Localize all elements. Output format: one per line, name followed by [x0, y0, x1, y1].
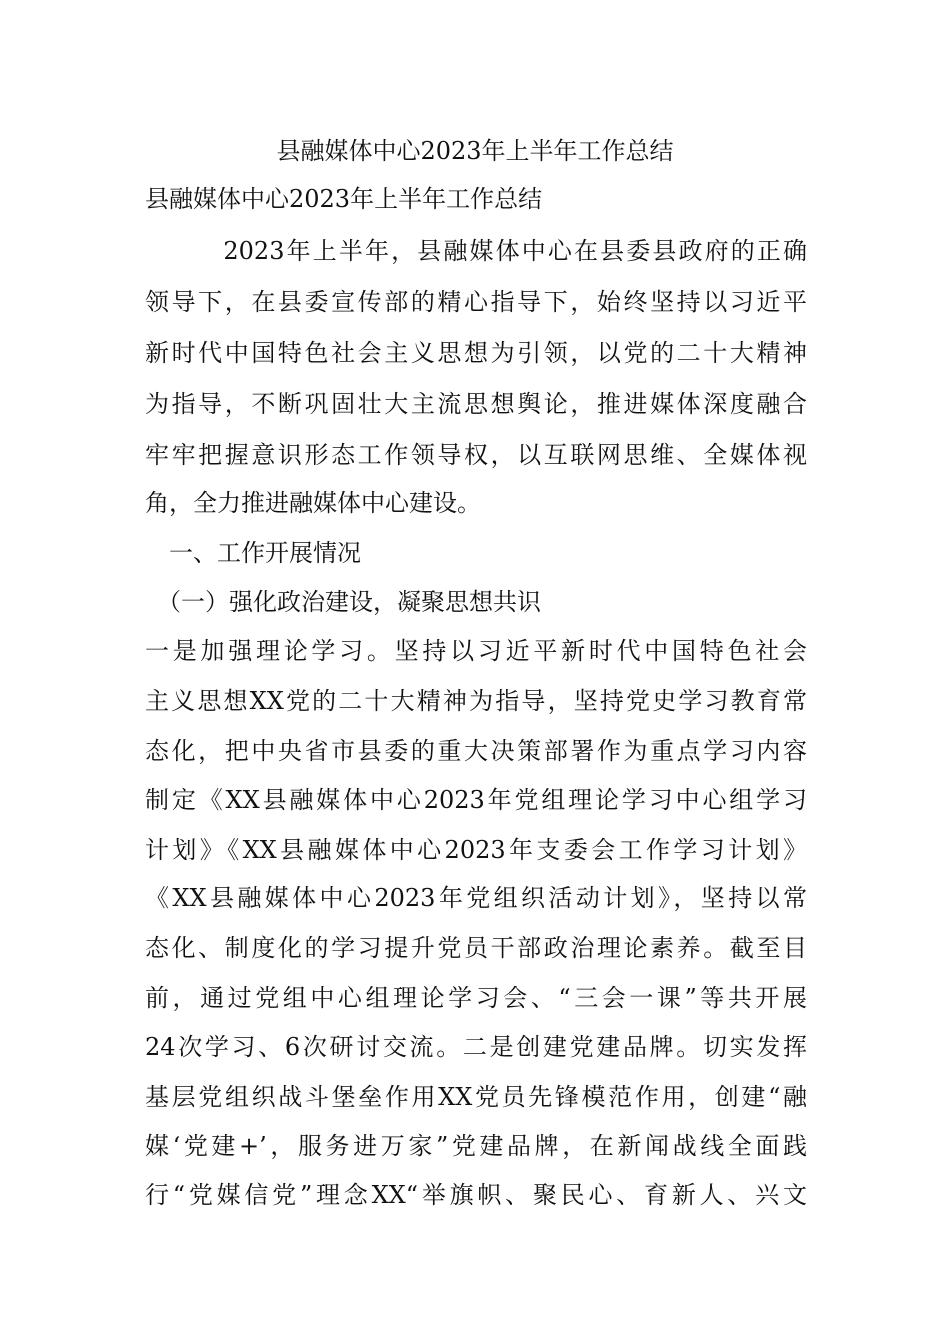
paragraph-line: 行“党媒信党”理念XX“举旗帜、聚民心、育新人、兴文 — [145, 1181, 807, 1209]
paragraph-line: 基层党组织战斗堡垒作用XX党员先锋模范作用，创建“融 — [145, 1083, 807, 1111]
paragraph-line: 制定《XX县融媒体中心2023年党组理论学习中心组学习 — [145, 786, 807, 814]
paragraph-line: 2023年上半年，县融媒体中心在县委县政府的正确 — [145, 237, 807, 265]
paragraph-line: 前，通过党组中心组理论学习会、“三会一课”等共开展 — [145, 984, 807, 1012]
paragraph-line: 主义思想XX党的二十大精神为指导，坚持党史学习教育常 — [145, 687, 807, 715]
document-title: 县融媒体中心2023年上半年工作总结 — [276, 137, 674, 165]
paragraph-line: 媒‘党建+’，服务进万家”党建品牌，在新闻战线全面践 — [145, 1132, 807, 1160]
subsection-heading: （一）强化政治建设，凝聚思想共识 — [145, 588, 541, 616]
paragraph-line: 计划》《XX县融媒体中心2023年支委会工作学习计划》 — [145, 836, 807, 864]
paragraph-line: 一是加强理论学习。坚持以习近平新时代中国特色社会 — [145, 637, 807, 665]
paragraph-line: 领导下，在县委宣传部的精心指导下，始终坚持以习近平 — [145, 288, 807, 316]
paragraph-line: 态化、制度化的学习提升党员干部政治理论素养。截至目 — [145, 934, 807, 962]
paragraph-line: 新时代中国特色社会主义思想为引领，以党的二十大精神 — [145, 339, 807, 367]
section-heading: 一、工作开展情况 — [145, 539, 361, 567]
paragraph-line: 角，全力推进融媒体中心建设。 — [145, 489, 481, 517]
paragraph-line: 24次学习、6次研讨交流。二是创建党建品牌。切实发挥 — [145, 1033, 807, 1061]
document-subtitle: 县融媒体中心2023年上半年工作总结 — [145, 185, 543, 213]
paragraph-line: 态化，把中央省市县委的重大决策部署作为重点学习内容 — [145, 737, 807, 765]
paragraph-line: 牢牢把握意识形态工作领导权，以互联网思维、全媒体视 — [145, 441, 807, 469]
paragraph-line: 为指导，不断巩固壮大主流思想舆论，推进媒体深度融合 — [145, 390, 807, 418]
paragraph-line: 《XX县融媒体中心2023年党组织活动计划》，坚持以常 — [145, 884, 807, 912]
